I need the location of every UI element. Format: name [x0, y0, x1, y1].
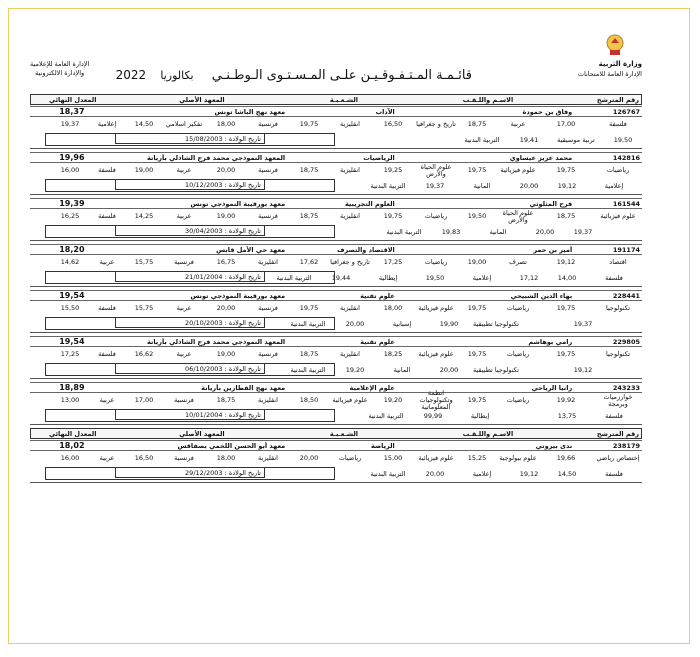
grades-row [30, 301, 642, 316]
subject-label: علوم فيزيائية [418, 455, 454, 462]
birth-date: تاريخ الولادة : 29/12/2003 [115, 467, 265, 478]
grade-value: 16,50 [383, 121, 403, 128]
grades-row [30, 255, 642, 270]
student-branch: الاقتصاد والتصرف [336, 245, 395, 254]
grades-row [30, 390, 642, 411]
subject-label: خوارزميات وبرمجة [603, 393, 633, 408]
extra-grades-row [30, 316, 642, 332]
grade-value: 18,50 [299, 397, 319, 404]
grade-value: 15,50 [60, 305, 80, 312]
student-name: رانيا الرياحي [531, 383, 573, 392]
document-header [30, 32, 642, 94]
record-main-row [30, 290, 642, 301]
subject-label: فلسفة [605, 274, 623, 282]
subject-label: تكنولوجيا [605, 351, 631, 358]
subject-label: علوم فيزيائية [332, 397, 368, 404]
grade-value: 19,44 [331, 274, 351, 282]
subject-label: فلسفة [98, 305, 116, 312]
grade-value: 15,25 [467, 455, 487, 462]
birth-date: تاريخ الولادة : 10/12/2003 [115, 179, 265, 190]
student-branch: الرياضيات [363, 153, 395, 162]
subject-label: علوم الحياة والأرض [502, 209, 534, 224]
grade-value: 18,00 [383, 305, 403, 312]
grade-value: 19,75 [467, 167, 487, 174]
grade-value: 19,00 [134, 167, 154, 174]
it-directorate-line1: الإدارة العامة للإعلامية [30, 60, 90, 68]
subject-label: تصرف [509, 259, 527, 266]
col-school-header-2: المعهد الأصلي [179, 429, 225, 438]
col-name-header: الاسـم واللـقـب [462, 95, 514, 104]
subject-label: فرنسية [174, 397, 194, 404]
grade-value: 17,62 [299, 259, 319, 266]
subject-label: عربية [99, 397, 115, 404]
col-id-header-2: رقم المترشح [596, 429, 639, 438]
document-content [30, 32, 642, 483]
final-average: 19,54 [59, 291, 85, 300]
subject-label: إعلامية [472, 470, 492, 478]
final-average: 18,02 [59, 441, 85, 450]
grade-value: 18,75 [299, 213, 319, 220]
grade-value: 19,37 [425, 182, 445, 190]
student-name: بهاء الدين الشبيحي [510, 291, 573, 300]
empty-box [45, 225, 335, 238]
grade-value: 19,12 [573, 366, 593, 374]
empty-box [45, 271, 335, 284]
grade-value: 20,00 [345, 320, 365, 328]
col-branch-header-2: الشـعـبـة [329, 429, 359, 438]
student-branch: علوم تقنية [360, 291, 395, 300]
student-school: المعهد النموذجي محمد فرج الشاذلي بأريانة [146, 153, 286, 162]
subject-label: انقليزية [258, 455, 278, 462]
student-list-page2 [30, 440, 642, 483]
subject-label: فلسفة [609, 121, 627, 128]
subject-label: علوم بيولوجية [499, 455, 537, 462]
subject-label: التربية البدنية [290, 320, 326, 328]
grade-value: 17,12 [519, 274, 539, 282]
subject-label: التربية البدنية [370, 182, 406, 190]
student-name: محمد عزيز عيساوي [509, 153, 573, 162]
subject-label: اقتصاد [609, 259, 627, 266]
student-id: 243233 [612, 383, 640, 392]
grade-value: 20,00 [216, 167, 236, 174]
grades-row [30, 163, 642, 178]
subject-label: فرنسية [258, 351, 278, 358]
grade-value: 19,75 [467, 305, 487, 312]
grade-value: 19,92 [556, 397, 576, 404]
birth-date: تاريخ الولادة : 15/08/2003 [115, 133, 265, 144]
grade-value: 19,20 [345, 366, 365, 374]
grade-value: 19,12 [519, 470, 539, 478]
subject-label: عربية [176, 167, 192, 174]
student-school: معهد نهج الباشا تونس [214, 107, 286, 116]
record-main-row [30, 336, 642, 347]
grade-value: 99,99 [423, 412, 443, 420]
grade-value: 18,75 [299, 167, 319, 174]
record-main-row [30, 198, 642, 209]
grade-value: 19,00 [216, 213, 236, 220]
subject-label: التربية البدنية [368, 412, 404, 420]
student-name: فرح المثلوثي [529, 199, 573, 208]
extra-grades-row [30, 270, 642, 286]
grade-value: 14,00 [557, 274, 577, 282]
subject-label: إيطالية [378, 274, 398, 282]
grade-value: 19,90 [439, 320, 459, 328]
year-label: 2022 [115, 68, 147, 82]
grade-value: 19,75 [556, 305, 576, 312]
final-average: 18,20 [59, 245, 85, 254]
grade-value: 16,25 [60, 213, 80, 220]
grade-value: 19,37 [60, 121, 80, 128]
empty-box [45, 133, 335, 146]
col-name-header-2: الاسـم واللـقـب [462, 429, 514, 438]
grade-value: 19,50 [425, 274, 445, 282]
grade-value: 16,50 [134, 455, 154, 462]
student-record [30, 290, 642, 333]
subject-label: تربية موسيقية [557, 136, 595, 144]
student-id: 191174 [612, 245, 640, 254]
subject-label: رياضيات [606, 167, 630, 174]
student-record [30, 440, 642, 483]
student-record [30, 382, 642, 425]
student-id: 142816 [612, 153, 640, 162]
grade-value: 19,66 [556, 455, 576, 462]
student-name: أمير بن حمر [533, 245, 573, 254]
grade-value: 17,25 [60, 351, 80, 358]
subject-label: تاريخ و جغرافيا [416, 121, 456, 128]
subject-label: عربية [176, 305, 192, 312]
grades-row [30, 209, 642, 224]
subject-label: انقليزية [340, 213, 360, 220]
subject-label: رياضيات [424, 259, 448, 266]
grade-value: 15,00 [383, 455, 403, 462]
grade-value: 20,00 [299, 455, 319, 462]
col-average-header-2: المعدل النهائي [49, 429, 97, 438]
subject-label: فلسفة [98, 213, 116, 220]
bac-label: بكالوريا [160, 69, 194, 82]
grade-value: 19,75 [467, 351, 487, 358]
subject-label: إعلامية [97, 121, 117, 128]
subject-label: رياضيات [506, 305, 530, 312]
student-school: معهد حي الأمل قابس [216, 245, 286, 254]
birth-date: تاريخ الولادة : 20/10/2003 [115, 317, 265, 328]
subject-label: انقليزية [340, 351, 360, 358]
it-directorate [30, 60, 89, 78]
student-school: معهد بورقيبة النموذجي تونس [190, 199, 286, 208]
student-school: معهد بورقيبة النموذجي تونس [190, 291, 286, 300]
subject-label: التربية البدنية [464, 136, 500, 144]
subject-label: فرنسية [174, 259, 194, 266]
birth-date: تاريخ الولادة : 30/04/2003 [115, 225, 265, 236]
extra-grades-row [30, 362, 642, 378]
subject-label: رياضيات [506, 397, 530, 404]
grade-value: 19,75 [556, 351, 576, 358]
grade-value: 19,83 [441, 228, 461, 236]
extra-grades-row [30, 178, 642, 194]
subject-label: تكنولوجيا [605, 305, 631, 312]
student-id: 126767 [612, 107, 640, 116]
grade-value: 18,75 [467, 121, 487, 128]
subject-label: فلسفة [98, 167, 116, 174]
grade-value: 18,25 [383, 351, 403, 358]
subject-label: تكنولوجيا تطبيقية [473, 320, 519, 328]
subject-label: انقليزية [258, 259, 278, 266]
subject-label: فرنسية [174, 455, 194, 462]
subject-label: رياضيات [424, 213, 448, 220]
subject-label: التربية البدنية [276, 274, 312, 282]
subject-label: فرنسية [258, 305, 278, 312]
it-directorate-line2: والإدارة الالكترونية [35, 69, 85, 77]
student-record [30, 244, 642, 287]
empty-box [45, 409, 335, 422]
grade-value: 19,75 [299, 305, 319, 312]
grade-value: 16,62 [134, 351, 154, 358]
grades-row [30, 451, 642, 466]
col-id-header: رقم المترشح [596, 95, 639, 104]
col-school-header: المعهد الأصلي [179, 95, 225, 104]
empty-box [45, 179, 335, 192]
subject-label: فرنسية [258, 213, 278, 220]
student-branch: الآداب [375, 107, 395, 116]
subject-label: علوم فيزيائية [600, 213, 636, 220]
grade-value: 15,75 [134, 259, 154, 266]
grade-value: 20,00 [425, 470, 445, 478]
grade-value: 19,25 [383, 167, 403, 174]
student-branch: العلوم التجريبية [344, 199, 395, 208]
subject-label: إعلامية [604, 182, 624, 190]
student-id: 161544 [612, 199, 640, 208]
empty-box [45, 363, 335, 376]
empty-box [45, 317, 335, 330]
student-branch: علوم الإعلامية [349, 383, 395, 392]
table-header [30, 94, 642, 105]
birth-date: تاريخ الولادة : 21/01/2004 [115, 271, 265, 282]
extra-grades-row [30, 132, 642, 148]
ministry-logo-icon [602, 32, 628, 58]
col-branch-header: الشـعـبـة [329, 95, 359, 104]
subject-label: عربية [99, 455, 115, 462]
grade-value: 19,12 [556, 259, 576, 266]
final-average: 19,39 [59, 199, 85, 208]
subject-label: ألمانية [393, 366, 411, 374]
subject-label: علوم الحياة والأرض [420, 163, 452, 178]
grade-value: 14,25 [134, 213, 154, 220]
grade-value: 19,41 [519, 136, 539, 144]
student-id: 228441 [612, 291, 640, 300]
student-list [30, 106, 642, 425]
subject-label: عربية [99, 259, 115, 266]
subject-label: إختصاص رياضي [596, 455, 640, 462]
final-average: 18,89 [59, 383, 85, 392]
subject-label: انقليزية [340, 167, 360, 174]
grade-value: 19,50 [467, 213, 487, 220]
grade-value: 19,00 [216, 351, 236, 358]
grade-value: 19,75 [467, 397, 487, 404]
record-main-row [30, 382, 642, 393]
subject-label: إيطالية [470, 412, 490, 420]
student-record [30, 106, 642, 149]
grade-value: 13,75 [557, 412, 577, 420]
subject-label: ألمانية [489, 228, 507, 236]
exams-directorate: الإدارة العامة للامتحانات [577, 70, 642, 78]
grade-value: 20,00 [535, 228, 555, 236]
student-school: معهد نهج القطارين بأريانة [201, 383, 286, 392]
student-record [30, 198, 642, 241]
document-title [116, 68, 472, 83]
subject-label: فرنسية [258, 121, 278, 128]
grade-value: 19,50 [613, 136, 633, 144]
final-average: 18,37 [59, 107, 85, 116]
subject-label: تفكير اسلامي [165, 121, 203, 128]
subject-label: فرنسية [258, 167, 278, 174]
grade-value: 18,00 [216, 455, 236, 462]
birth-date: تاريخ الولادة : 10/01/2004 [115, 409, 265, 420]
student-record [30, 152, 642, 195]
grade-value: 16,00 [60, 167, 80, 174]
grades-row [30, 347, 642, 362]
grade-value: 20,00 [439, 366, 459, 374]
grade-value: 20,00 [216, 305, 236, 312]
subject-label: تكنولوجيا تطبيقية [473, 366, 519, 374]
student-record [30, 336, 642, 379]
grade-value: 17,00 [556, 121, 576, 128]
grade-value: 18,75 [216, 397, 236, 404]
student-name: رامي بوهاشم [528, 337, 573, 346]
extra-grades-row [30, 224, 642, 240]
subject-label: ألمانية [473, 182, 491, 190]
grade-value: 18,75 [299, 351, 319, 358]
subject-label: التربية البدنية [290, 366, 326, 374]
record-main-row [30, 106, 642, 117]
extra-grades-row [30, 466, 642, 482]
birth-date: تاريخ الولادة : 06/10/2003 [115, 363, 265, 374]
empty-box [45, 467, 335, 480]
subject-label: التربية البدنية [386, 228, 422, 236]
record-main-row [30, 152, 642, 163]
grade-value: 19,75 [383, 213, 403, 220]
student-name: ندى بيروتي [535, 441, 573, 450]
grade-value: 17,25 [383, 259, 403, 266]
grades-row [30, 117, 642, 132]
subject-label: تاريخ و جغرافيا [330, 259, 370, 266]
grade-value: 19,37 [573, 320, 593, 328]
student-school: المعهد النموذجي محمد فرج الشاذلي بأريانة [146, 337, 286, 346]
final-average: 19,96 [59, 153, 85, 162]
ministry-name: وزارة التربية [598, 60, 642, 68]
record-main-row [30, 244, 642, 255]
student-name: وفاق بن حمودة [522, 107, 573, 116]
grade-value: 19,75 [556, 167, 576, 174]
subject-label: رياضيات [506, 351, 530, 358]
grade-value: 19,75 [299, 121, 319, 128]
subject-label: عربية [176, 351, 192, 358]
grade-value: 19,20 [383, 397, 403, 404]
subject-label: أنظمة وتكنولوجيات المعلوماتية [419, 390, 453, 411]
subject-label: علوم فيزيائية [418, 351, 454, 358]
final-average: 19,54 [59, 337, 85, 346]
grade-value: 17,00 [134, 397, 154, 404]
extra-grades-row [30, 408, 642, 424]
grade-value: 15,75 [134, 305, 154, 312]
grade-value: 16,00 [60, 455, 80, 462]
subject-label: انقليزية [258, 397, 278, 404]
student-id: 238179 [612, 441, 640, 450]
subject-label: انقليزية [340, 305, 360, 312]
student-branch: علوم تقنية [360, 337, 395, 346]
subject-label: فلسفة [605, 470, 623, 478]
student-school: معهد أبو الحسن اللخمي بصفاقس [177, 441, 286, 450]
subject-label: انقليزية [340, 121, 360, 128]
grade-value: 14,50 [557, 470, 577, 478]
grade-value: 13,00 [60, 397, 80, 404]
student-branch: الرياضة [370, 441, 395, 450]
subject-label: إعلامية [472, 274, 492, 282]
subject-label: فلسفة [98, 351, 116, 358]
grade-value: 18,00 [216, 121, 236, 128]
subject-label: التربية البدنية [370, 470, 406, 478]
grade-value: 16,75 [216, 259, 236, 266]
grade-value: 19,37 [573, 228, 593, 236]
subject-label: علوم فيزيائية [500, 167, 536, 174]
subject-label: فلسفة [605, 412, 623, 420]
table-header-repeat [30, 428, 642, 439]
grade-value: 19,00 [467, 259, 487, 266]
subject-label: عربية [510, 121, 526, 128]
grade-value: 20,00 [519, 182, 539, 190]
record-main-row [30, 440, 642, 451]
grade-value: 14,50 [134, 121, 154, 128]
student-id: 229805 [612, 337, 640, 346]
grade-value: 18,75 [556, 213, 576, 220]
subject-label: عربية [176, 213, 192, 220]
grade-value: 14,62 [60, 259, 80, 266]
grade-value: 19,12 [557, 182, 577, 190]
col-average-header: المعدل النهائي [49, 95, 97, 104]
subject-label: رياضيات [338, 455, 362, 462]
subject-label: علوم فيزيائية [418, 305, 454, 312]
subject-label: إسبانية [392, 320, 412, 328]
title-text: قائـمـة المـتـفـوقـيـن علـى المـسـتـوى الـوطـنـي [211, 68, 472, 83]
